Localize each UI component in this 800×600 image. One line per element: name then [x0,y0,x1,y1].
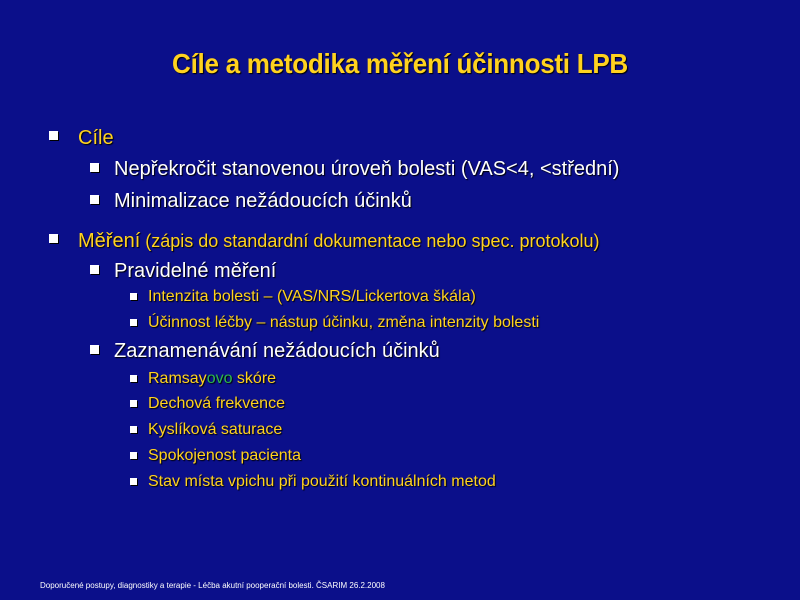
square-bullet-icon [90,163,99,172]
list-item: Nepřekročit stanovenou úroveň bolesti (VAS<4, <střední) [114,158,620,180]
item-text-after: skóre [232,370,277,387]
square-bullet-icon [130,319,137,326]
list-item: Účinnost léčby – nástup účinku, změna intenzity bolesti [148,314,540,331]
section-label-text: Měření [78,230,141,252]
square-bullet-icon [130,452,137,459]
list-item [148,370,276,388]
square-bullet-icon [49,234,58,243]
list-item: Spokojenost pacienta [148,447,301,464]
square-bullet-icon [130,478,137,485]
square-bullet-icon [90,345,99,354]
square-bullet-icon [49,131,58,140]
square-bullet-icon [130,375,137,382]
list-item: Kyslíková saturace [148,421,283,438]
list-item: Intenzita bolesti – (VAS/NRS/Lickertova škála) [148,288,476,305]
list-item: Stav místa vpichu při použití kontinuálních metod [148,473,496,490]
square-bullet-icon [90,265,99,274]
slide-footer: Doporučené postupy, diagnostiky a terapie - Léčba akutní pooperační bolesti. ČSARIM 26.2.2008 [40,581,385,590]
item-text-highlight: ovo [206,370,233,387]
item-text-before: Ramsay [148,370,207,387]
section-label-goals: Cíle [78,127,114,149]
section-label-measurement [78,230,600,253]
list-item: Dechová frekvence [148,395,285,412]
slide-title: Cíle a metodika měření účinnosti LPB [172,48,628,79]
square-bullet-icon [130,400,137,407]
group-label-regular-measurement: Pravidelné měření [114,260,277,282]
list-item: Minimalizace nežádoucích účinků [114,190,412,212]
group-label-side-effects: Zaznamenávání nežádoucích účinků [114,340,440,362]
square-bullet-icon [90,195,99,204]
square-bullet-icon [130,426,137,433]
square-bullet-icon [130,293,137,300]
section-label-note: (zápis do standardní dokumentace nebo spec. protokolu) [140,231,600,251]
